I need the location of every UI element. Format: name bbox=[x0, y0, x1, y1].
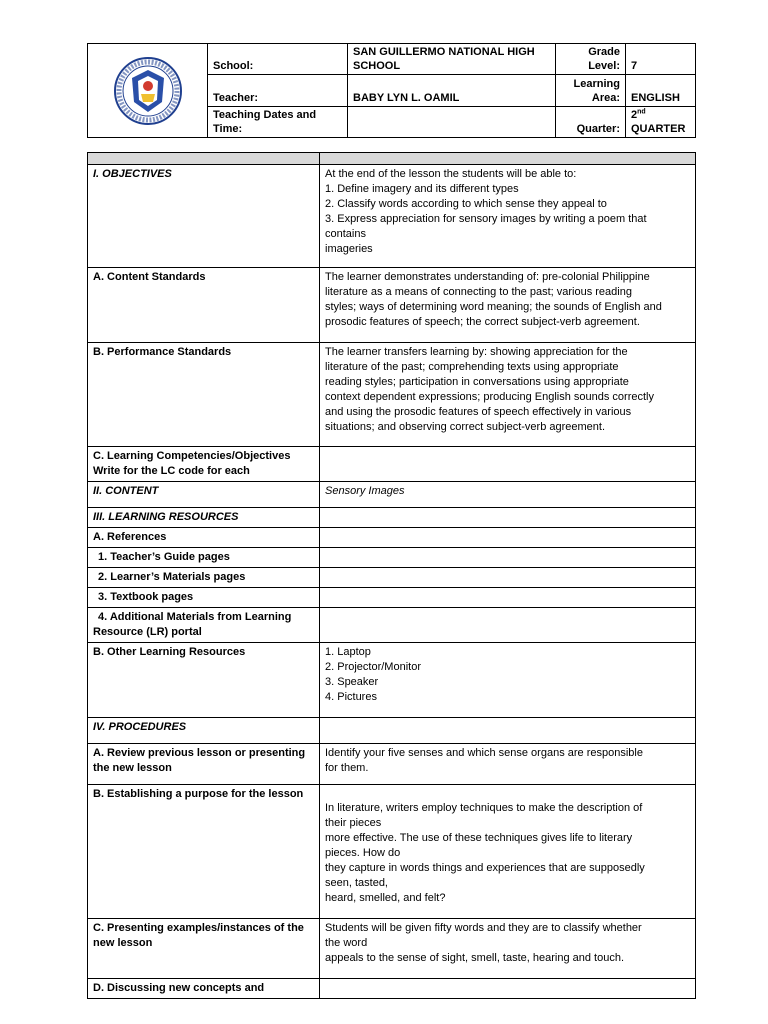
row-references bbox=[88, 528, 696, 548]
grade-label: Grade Level: bbox=[556, 44, 626, 75]
row-purpose bbox=[88, 785, 696, 919]
performance-standards-text: The learner transfers learning by: showing appreciation for the literature of the past; comprehending texts using appropriate reading styles; participation in conversations using appropriate context dependent expressions; producing English sounds correctly and using the prosodic features of speech effectively in various situations; and observing correct subject-verb agreement. bbox=[320, 343, 696, 447]
row-review bbox=[88, 744, 696, 785]
content-label: II. CONTENT bbox=[88, 482, 320, 508]
row-performance-standards bbox=[88, 343, 696, 447]
objectives-text: At the end of the lesson the students will be able to: 1. Define imagery and its different types 2. Classify words according to which sense they appeal to 3. Express appreciation for sensory images by writing a poem that contains imageries bbox=[320, 165, 696, 268]
references-label: A. References bbox=[88, 528, 320, 548]
header-table bbox=[87, 43, 696, 138]
teachers-guide-label: 1. Teacher’s Guide pages bbox=[88, 548, 320, 568]
row-examples bbox=[88, 919, 696, 979]
purpose-text: In literature, writers employ techniques to make the description of their pieces more effective. The use of these techniques gives life to literary pieces. How do they capture in words things and experiences that are supposedly seen, tasted, heard, smelled, and felt? bbox=[320, 785, 696, 919]
row-discussing bbox=[88, 979, 696, 999]
row-procedures bbox=[88, 718, 696, 744]
row-objectives bbox=[88, 165, 696, 268]
area-label: Learning Area: bbox=[556, 75, 626, 107]
review-label: A. Review previous lesson or presenting the new lesson bbox=[88, 744, 320, 785]
quarter-value: 2nd QUARTER bbox=[626, 107, 696, 138]
area-value: ENGLISH bbox=[626, 75, 696, 107]
discussing-label: D. Discussing new concepts and bbox=[88, 979, 320, 999]
purpose-label: B. Establishing a purpose for the lesson bbox=[88, 785, 320, 919]
competencies-label: C. Learning Competencies/Objectives Write for the LC code for each bbox=[88, 447, 320, 482]
row-teachers-guide bbox=[88, 548, 696, 568]
content-standards-text: The learner demonstrates understanding of: pre-colonial Philippine literature as a means of connecting to the past; various reading styles; ways of determining word meaning; the sounds of English and prosodic features of speech; the correct subject-verb agreement. bbox=[320, 268, 696, 343]
content-standards-label: A. Content Standards bbox=[88, 268, 320, 343]
deped-seal-logo bbox=[113, 56, 183, 126]
row-competencies bbox=[88, 447, 696, 482]
school-label: School: bbox=[208, 44, 348, 75]
lesson-table bbox=[87, 152, 696, 999]
other-resources-label: B. Other Learning Resources bbox=[88, 643, 320, 718]
objectives-label: I. OBJECTIVES bbox=[88, 165, 320, 268]
row-other-resources bbox=[88, 643, 696, 718]
dates-value bbox=[348, 107, 556, 138]
row-learners-materials bbox=[88, 568, 696, 588]
review-text: Identify your five senses and which sense organs are responsible for them. bbox=[320, 744, 696, 785]
teacher-value: BABY LYN L. OAMIL bbox=[348, 75, 556, 107]
row-content bbox=[88, 482, 696, 508]
dates-label: Teaching Dates and Time: bbox=[208, 107, 348, 138]
textbook-label: 3. Textbook pages bbox=[88, 588, 320, 608]
performance-standards-label: B. Performance Standards bbox=[88, 343, 320, 447]
table-header-row bbox=[88, 153, 696, 165]
row-content-standards bbox=[88, 268, 696, 343]
row-lr-portal bbox=[88, 608, 696, 643]
logo-cell bbox=[88, 44, 208, 138]
examples-text: Students will be given fifty words and they are to classify whether the word appeals to the sense of sight, smell, taste, hearing and touch. bbox=[320, 919, 696, 979]
learning-resources-label: III. LEARNING RESOURCES bbox=[88, 508, 320, 528]
other-resources-list: 1. Laptop 2. Projector/Monitor 3. Speaker 4. Pictures bbox=[320, 643, 696, 718]
lr-portal-label: 4. Additional Materials from Learning Resource (LR) portal bbox=[88, 608, 320, 643]
learners-materials-label: 2. Learner’s Materials pages bbox=[88, 568, 320, 588]
content-value: Sensory Images bbox=[320, 482, 696, 508]
row-textbook bbox=[88, 588, 696, 608]
examples-label: C. Presenting examples/instances of the new lesson bbox=[88, 919, 320, 979]
teacher-label: Teacher: bbox=[208, 75, 348, 107]
quarter-label: Quarter: bbox=[556, 107, 626, 138]
grade-value: 7 bbox=[626, 44, 696, 75]
competencies-value bbox=[320, 447, 696, 482]
school-value: SAN GUILLERMO NATIONAL HIGH SCHOOL bbox=[348, 44, 556, 75]
procedures-label: IV. PROCEDURES bbox=[88, 718, 320, 744]
row-learning-resources bbox=[88, 508, 696, 528]
